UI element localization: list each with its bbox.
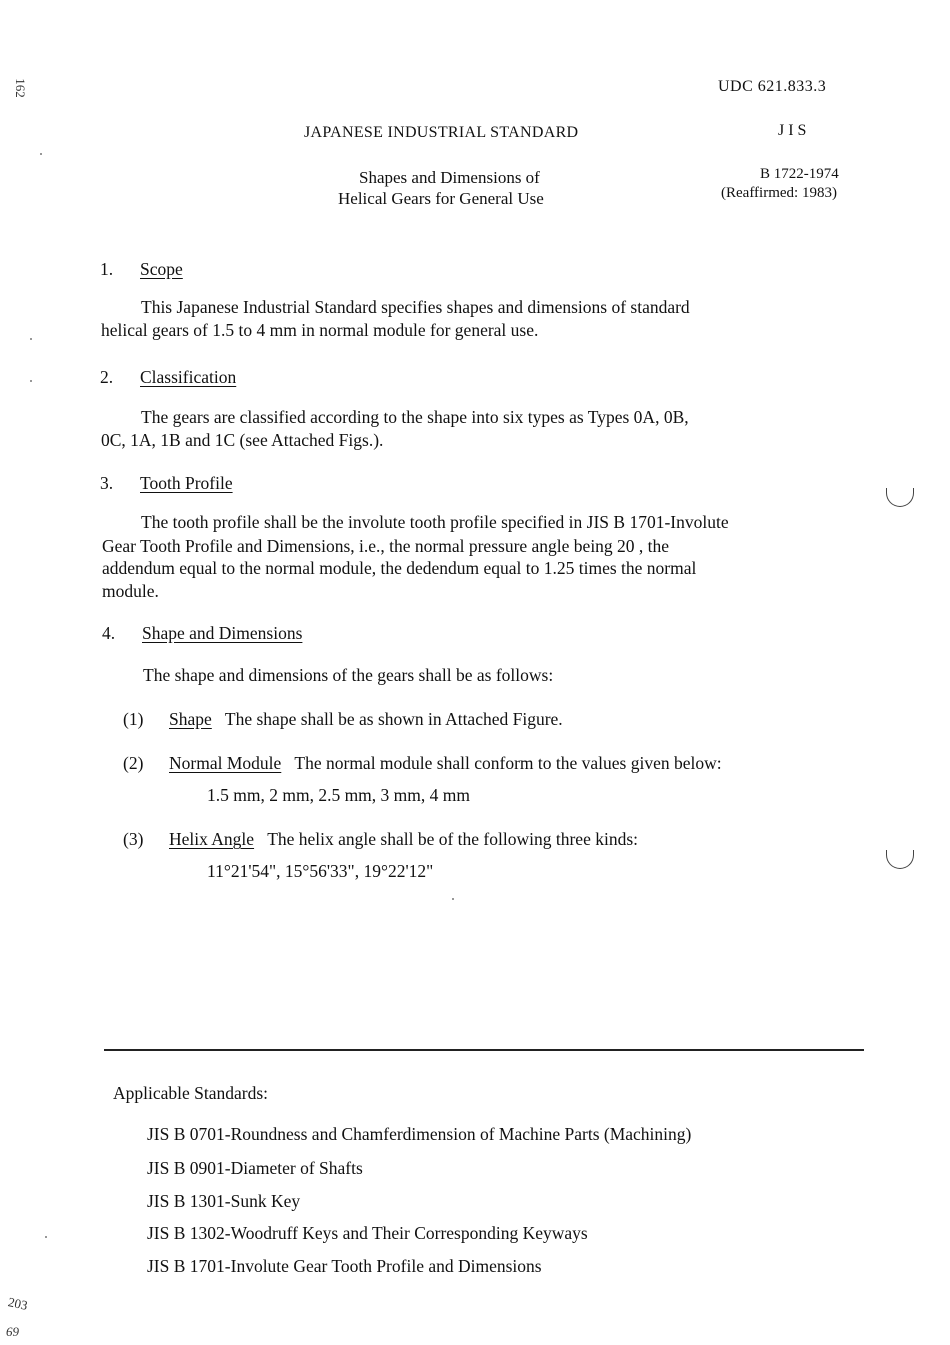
section-tooth-profile-heading (100, 472, 233, 495)
section-number: 3. (100, 473, 114, 493)
section-number: 1. (100, 259, 114, 279)
applicable-standards-heading: Applicable Standards: (113, 1083, 269, 1103)
jis-label: J I S (778, 122, 807, 139)
subsection-shape (123, 708, 563, 731)
subsection-number: (1) (123, 709, 144, 729)
section-scope-heading (100, 258, 183, 281)
applicable-standard-item: JIS B 1302-Woodruff Keys and Their Corresponding Keyways (147, 1223, 588, 1243)
tooth-profile-text-line-3: addendum equal to the normal module, the dedendum equal to 1.25 times the normal (102, 558, 697, 578)
section-title: Classification (140, 367, 237, 387)
standard-heading: JAPANESE INDUSTRIAL STANDARD (304, 124, 579, 141)
subsection-helix-angle (123, 828, 638, 851)
subsection-title: Shape (169, 709, 212, 729)
scan-speck (452, 898, 454, 900)
binder-hole-mark-1 (886, 488, 914, 507)
standard-number: B 1722-1974 (760, 166, 839, 182)
section-number: 2. (100, 367, 114, 387)
scope-text-line-2: helical gears of 1.5 to 4 mm in normal module for general use. (101, 320, 539, 340)
section-title: Shape and Dimensions (142, 623, 303, 643)
applicable-standard-item: JIS B 0901-Diameter of Shafts (147, 1158, 363, 1178)
margin-page-mark-bottom-1: 203 (6, 1294, 29, 1313)
subsection-normal-module (123, 752, 722, 775)
subsection-text: The shape shall be as shown in Attached Figure. (224, 709, 563, 729)
normal-module-values: 1.5 mm, 2 mm, 2.5 mm, 3 mm, 4 mm (207, 785, 470, 805)
subsection-number: (3) (123, 829, 144, 849)
scan-speck (40, 153, 42, 155)
shape-dimensions-intro: The shape and dimensions of the gears shall be as follows: (143, 665, 554, 685)
applicable-standard-item: JIS B 1701-Involute Gear Tooth Profile and Dimensions (147, 1256, 542, 1276)
tooth-profile-text-line-1: The tooth profile shall be the involute tooth profile specified in JIS B 1701-Involute (141, 512, 729, 532)
margin-page-mark-bottom-2: 69 (6, 1324, 19, 1339)
helix-angle-values: 11°21'54", 15°56'33", 19°22'12" (207, 861, 434, 881)
subsection-title: Helix Angle (169, 829, 255, 849)
document-title-line-1: Shapes and Dimensions of (359, 168, 540, 187)
applicable-standard-item: JIS B 1301-Sunk Key (147, 1191, 301, 1211)
subsection-text: The helix angle shall be of the following three kinds: (267, 829, 638, 849)
reaffirmed-date: (Reaffirmed: 1983) (721, 185, 837, 201)
document-title-line-2: Helical Gears for General Use (338, 189, 544, 208)
section-shape-dimensions-heading (102, 622, 302, 645)
scope-text-line-1: This Japanese Industrial Standard specifies shapes and dimensions of standard (141, 297, 690, 317)
tooth-profile-text-line-4: module. (102, 581, 159, 601)
subsection-text: The normal module shall conform to the values given below: (294, 753, 722, 773)
subsection-number: (2) (123, 753, 144, 773)
classification-text-line-1: The gears are classified according to the shape into six types as Types 0A, 0B, (141, 407, 689, 427)
section-title: Tooth Profile (140, 473, 233, 493)
scan-speck (30, 338, 32, 340)
footnote-divider (104, 1049, 864, 1051)
scan-speck (30, 380, 32, 382)
scan-speck (45, 1236, 47, 1238)
tooth-profile-text-line-2: Gear Tooth Profile and Dimensions, i.e., the normal pressure angle being 20 , the (102, 536, 670, 556)
subsection-title: Normal Module (169, 753, 282, 773)
section-number: 4. (102, 623, 116, 643)
classification-text-line-2: 0C, 1A, 1B and 1C (see Attached Figs.). (101, 430, 384, 450)
binder-hole-mark-2 (886, 850, 914, 869)
section-classification-heading (100, 366, 236, 389)
margin-page-mark-top: 162 (12, 78, 28, 98)
section-title: Scope (140, 259, 183, 279)
udc-number: UDC 621.833.3 (718, 78, 827, 95)
applicable-standard-item: JIS B 0701-Roundness and Chamferdimension of Machine Parts (Machining) (147, 1124, 692, 1144)
